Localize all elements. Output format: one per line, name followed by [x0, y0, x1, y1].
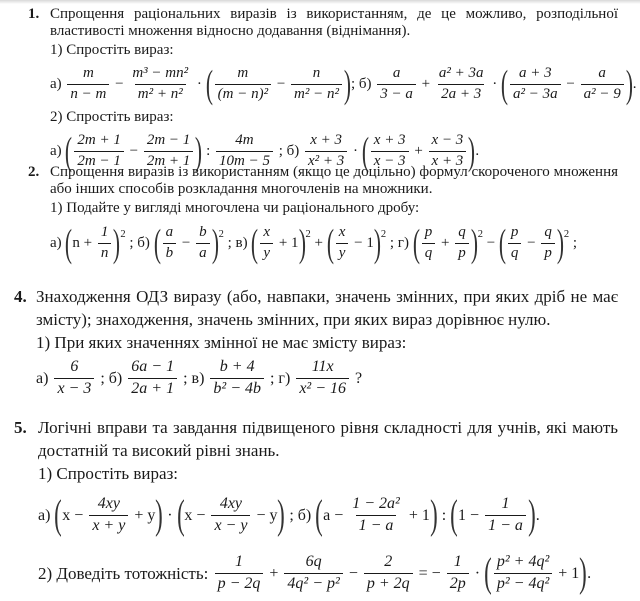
right-paren: )	[625, 62, 633, 106]
denominator: q	[422, 243, 436, 262]
math-text: ·	[163, 506, 177, 524]
right-paren: )	[468, 129, 476, 173]
fraction	[196, 224, 210, 262]
math-expression	[38, 485, 618, 545]
numerator: 11x	[311, 358, 334, 376]
math-text: −	[178, 234, 195, 251]
math-text: а)	[50, 234, 66, 251]
numerator: 1	[100, 224, 109, 241]
parenthesized-group	[484, 549, 588, 596]
right-paren: )	[373, 221, 381, 265]
math-text: ; в)	[179, 369, 209, 387]
denominator: x + y	[89, 515, 128, 535]
denominator: 2m − 1	[74, 151, 123, 170]
parenthesized-group	[498, 221, 570, 265]
denominator: a	[196, 243, 210, 262]
math-text: ·	[488, 75, 502, 92]
numerator: 6	[70, 358, 79, 376]
math-text: −	[523, 234, 540, 251]
denominator: n	[98, 243, 112, 262]
numerator: 1 − 2a²	[352, 495, 400, 513]
left-paren: (	[412, 221, 420, 265]
numerator: p	[510, 224, 519, 241]
numerator: 4m	[235, 132, 254, 149]
numerator: 6a − 1	[131, 358, 175, 376]
parenthesized-group	[450, 491, 536, 538]
task-label: 2) Доведіть тотожність:	[38, 563, 213, 583]
numerator: q	[544, 224, 552, 241]
parenthesized-group	[176, 491, 286, 538]
group-content	[72, 224, 113, 262]
numerator: m	[82, 65, 94, 82]
numerator: x	[263, 224, 271, 241]
math-text: a −	[323, 506, 348, 524]
task-label: 1) Спростіть вираз:	[38, 464, 179, 483]
right-paren: )	[277, 491, 286, 538]
numerator: x − 3	[431, 132, 464, 149]
math-expression	[50, 59, 637, 109]
fraction	[485, 495, 526, 535]
numerator: m	[237, 65, 249, 82]
section-heading: Логічні вправи та завдання підвищеного рівня складності для учнів, які мають достатній та високий рівні знань.	[38, 418, 618, 460]
group-content	[508, 65, 626, 103]
numerator: 1	[501, 495, 510, 513]
math-text: а)	[38, 506, 55, 524]
left-paren: (	[484, 549, 492, 596]
math-text: x −	[62, 506, 88, 524]
exponent: 2	[120, 228, 126, 240]
denominator: q	[508, 243, 522, 262]
section-2	[28, 164, 618, 269]
denominator: x − 3	[54, 378, 94, 398]
group-content	[62, 495, 155, 535]
fraction	[296, 358, 349, 398]
denominator: 2m + 1	[144, 151, 193, 170]
denominator: y	[260, 243, 273, 262]
page-edge	[0, 0, 640, 4]
section-number: 4.	[14, 287, 27, 306]
math-text: а)	[36, 369, 53, 387]
denominator: 1 − a	[485, 515, 526, 535]
math-text: −	[273, 75, 290, 92]
left-paren: (	[315, 491, 323, 538]
math-text: −	[125, 142, 142, 159]
math-text: а)	[50, 75, 66, 92]
math-text: + 1	[275, 234, 299, 251]
exponent: 2	[218, 228, 224, 240]
section-4	[14, 285, 618, 402]
math-text: + y	[130, 506, 156, 524]
denominator: m² − n²	[291, 84, 342, 103]
fraction	[89, 495, 128, 535]
denominator: a² − 3a	[510, 84, 561, 103]
fraction	[541, 224, 555, 262]
math-text: :	[437, 506, 451, 524]
group-content	[323, 495, 430, 535]
numerator: n	[312, 65, 321, 82]
group-content	[258, 224, 298, 262]
denominator: x² + 3	[305, 151, 347, 170]
fraction	[129, 65, 191, 103]
exponent: 2	[305, 228, 311, 240]
right-paren: )	[298, 221, 306, 265]
numerator: a² + 3a	[438, 65, 484, 82]
math-text: +	[417, 75, 434, 92]
math-text: ·	[470, 564, 485, 582]
left-paren: (	[54, 491, 63, 538]
left-paren: (	[251, 221, 259, 265]
math-text: = −	[414, 564, 445, 582]
fraction	[494, 553, 552, 593]
math-text: + 1	[404, 506, 430, 524]
fraction	[260, 224, 273, 262]
fraction	[215, 553, 264, 593]
math-text: −	[562, 75, 579, 92]
math-text: ; б)	[274, 142, 303, 159]
math-text: −	[482, 234, 499, 251]
fraction	[510, 65, 561, 103]
left-paren: (	[153, 221, 161, 265]
parenthesized-group	[315, 491, 438, 538]
denominator: 2a + 3	[438, 84, 484, 103]
numerator: a	[165, 224, 174, 241]
denominator: p	[455, 243, 469, 262]
math-text: ; б)	[285, 506, 316, 524]
math-text: :	[202, 142, 214, 159]
task-label: 1) Спростіть вираз:	[50, 42, 174, 58]
numerator: b + 4	[219, 358, 255, 376]
left-paren: (	[65, 129, 73, 173]
denominator: p + 2q	[364, 573, 413, 593]
fraction	[128, 358, 177, 398]
denominator: y	[336, 243, 349, 262]
numerator: 4xy	[97, 495, 120, 513]
numerator: x	[338, 224, 346, 241]
math-text: ?	[351, 369, 363, 387]
right-paren: )	[527, 491, 536, 538]
numerator: a	[598, 65, 606, 82]
math-text: x −	[184, 506, 210, 524]
denominator: x² − 16	[296, 378, 349, 398]
math-text: − y	[252, 506, 278, 524]
math-text: +	[437, 234, 454, 251]
right-paren: )	[429, 491, 438, 538]
fraction	[436, 65, 487, 103]
fraction	[210, 358, 264, 398]
denominator: a² − 9	[581, 84, 624, 103]
group-content	[458, 495, 528, 535]
parenthesized-group	[251, 221, 311, 265]
left-paren: (	[498, 221, 506, 265]
math-text: ·	[349, 142, 362, 159]
task-label: 2) Спростіть вираз:	[50, 109, 174, 125]
math-expression-row	[38, 545, 618, 601]
fraction	[377, 65, 416, 103]
numerator: 1	[453, 553, 462, 571]
section-number: 1.	[28, 6, 40, 22]
right-paren: )	[155, 491, 164, 538]
math-text: −	[111, 75, 128, 92]
fraction	[291, 65, 342, 103]
section-heading: Знаходження ОДЗ виразу (або, навпаки, значень змінних, при яких дріб не має змісту); знаходження, значень змінних, при яких вираз дорівнює нулю.	[36, 287, 618, 329]
section-number: 2.	[28, 164, 40, 180]
right-paren: )	[211, 221, 219, 265]
group-content	[213, 65, 344, 103]
parenthesized-group	[153, 221, 224, 265]
parenthesized-group	[412, 221, 483, 265]
fraction	[455, 224, 469, 262]
left-paren: (	[326, 221, 334, 265]
denominator: (m − n)²	[215, 84, 271, 103]
section-1	[28, 6, 637, 176]
numerator: 2m + 1	[77, 132, 121, 149]
denominator: x + 3	[429, 151, 467, 170]
task-label: 1) Подайте у вигляді многочлена чи раціонального дробу:	[50, 200, 420, 216]
math-text: .	[632, 75, 637, 92]
denominator: p	[541, 243, 555, 262]
exponent: 2	[477, 228, 483, 240]
math-text: + 1	[554, 564, 580, 582]
fraction	[336, 224, 349, 262]
math-text: − 1	[350, 234, 374, 251]
left-paren: (	[176, 491, 185, 538]
left-paren: (	[450, 491, 458, 538]
group-content	[184, 495, 277, 535]
numerator: 2m − 1	[146, 132, 191, 149]
right-paren: )	[113, 221, 121, 265]
parenthesized-group	[54, 491, 164, 538]
right-paren: )	[470, 221, 478, 265]
numerator: p	[424, 224, 433, 241]
fraction	[447, 553, 469, 593]
denominator: 4q² − p²	[284, 573, 342, 593]
right-paren: )	[195, 129, 203, 173]
math-text: ;	[569, 234, 578, 251]
fraction	[364, 553, 413, 593]
denominator: 1 − a	[356, 515, 397, 535]
math-text: .	[535, 506, 540, 524]
fraction	[215, 65, 271, 103]
fraction	[422, 224, 436, 262]
math-text: 1 −	[458, 506, 484, 524]
numerator: a + 3	[519, 65, 552, 82]
numerator: a	[392, 65, 401, 82]
right-paren: )	[556, 221, 564, 265]
section-5	[14, 416, 618, 601]
right-paren: )	[579, 549, 588, 596]
math-text: +	[410, 142, 427, 159]
denominator: x − y	[211, 515, 250, 535]
numerator: 1	[234, 553, 243, 571]
denominator: b	[163, 243, 177, 262]
math-text: ; г)	[386, 234, 413, 251]
math-expression	[213, 549, 592, 596]
numerator: x + 3	[310, 132, 343, 149]
group-content	[161, 224, 212, 262]
math-text: ; б)	[96, 369, 127, 387]
denominator: n − m	[67, 84, 109, 103]
math-text: .	[475, 142, 480, 159]
math-text: ; б)	[125, 234, 154, 251]
group-content	[420, 224, 471, 262]
numerator: 2	[384, 553, 393, 571]
numerator: x + 3	[373, 132, 406, 149]
math-expression	[50, 217, 618, 269]
math-expression	[36, 354, 618, 402]
denominator: 3 − a	[377, 84, 416, 103]
task-label: 1) При яких значеннях змінної не має змісту вираз:	[36, 333, 407, 352]
numerator: b	[199, 224, 207, 241]
parenthesized-group	[65, 221, 126, 265]
parenthesized-group	[326, 221, 387, 265]
fraction	[508, 224, 522, 262]
left-paren: (	[205, 62, 213, 106]
numerator: 6q	[305, 553, 322, 571]
numerator: q	[458, 224, 466, 241]
section-heading: Спрощення виразів із використанням (якщо це доцільно) формул скороченого множення або інших способів розкладання многочленів на множники.	[50, 164, 618, 197]
fraction	[67, 65, 109, 103]
parenthesized-group	[205, 62, 352, 106]
section-number: 5.	[14, 418, 27, 437]
math-text: +	[310, 234, 327, 251]
section-heading: Спрощення раціональних виразів із використанням, де це можливо, розподільної властивості множення відносно додавання (віднімання).	[50, 6, 618, 39]
fraction	[54, 358, 94, 398]
math-text: −	[344, 564, 362, 582]
fraction	[98, 224, 112, 262]
parenthesized-group	[500, 62, 633, 106]
math-text: +	[265, 564, 283, 582]
fraction	[163, 224, 177, 262]
math-text: ; б)	[351, 75, 376, 92]
fraction	[349, 495, 403, 535]
math-text: n +	[72, 234, 96, 251]
math-text: ; г)	[265, 369, 295, 387]
denominator: p − 2q	[215, 573, 264, 593]
denominator: 2p	[447, 573, 469, 593]
group-content	[334, 224, 374, 262]
numerator: p² + 4q²	[496, 553, 550, 571]
left-paren: (	[361, 129, 369, 173]
group-content	[506, 224, 557, 262]
numerator: 4xy	[219, 495, 243, 513]
exponent: 2	[380, 228, 387, 240]
numerator: m³ − mn²	[132, 65, 189, 82]
denominator: 10m − 5	[216, 151, 273, 170]
left-paren: (	[65, 221, 73, 265]
math-text: ·	[193, 75, 206, 92]
fraction	[581, 65, 624, 103]
denominator: x − 3	[371, 151, 409, 170]
group-content	[492, 553, 579, 593]
fraction	[211, 495, 250, 535]
left-paren: (	[500, 62, 509, 106]
exponent: 2	[563, 228, 570, 240]
math-text: а)	[50, 142, 66, 159]
right-paren: )	[343, 62, 352, 106]
denominator: m² + n²	[135, 84, 186, 103]
denominator: p² − 4q²	[494, 573, 552, 593]
denominator: 2a + 1	[128, 378, 177, 398]
denominator: b² − 4b	[210, 378, 264, 398]
math-text: ; в)	[223, 234, 252, 251]
math-text: .	[587, 564, 592, 582]
fraction	[284, 553, 342, 593]
